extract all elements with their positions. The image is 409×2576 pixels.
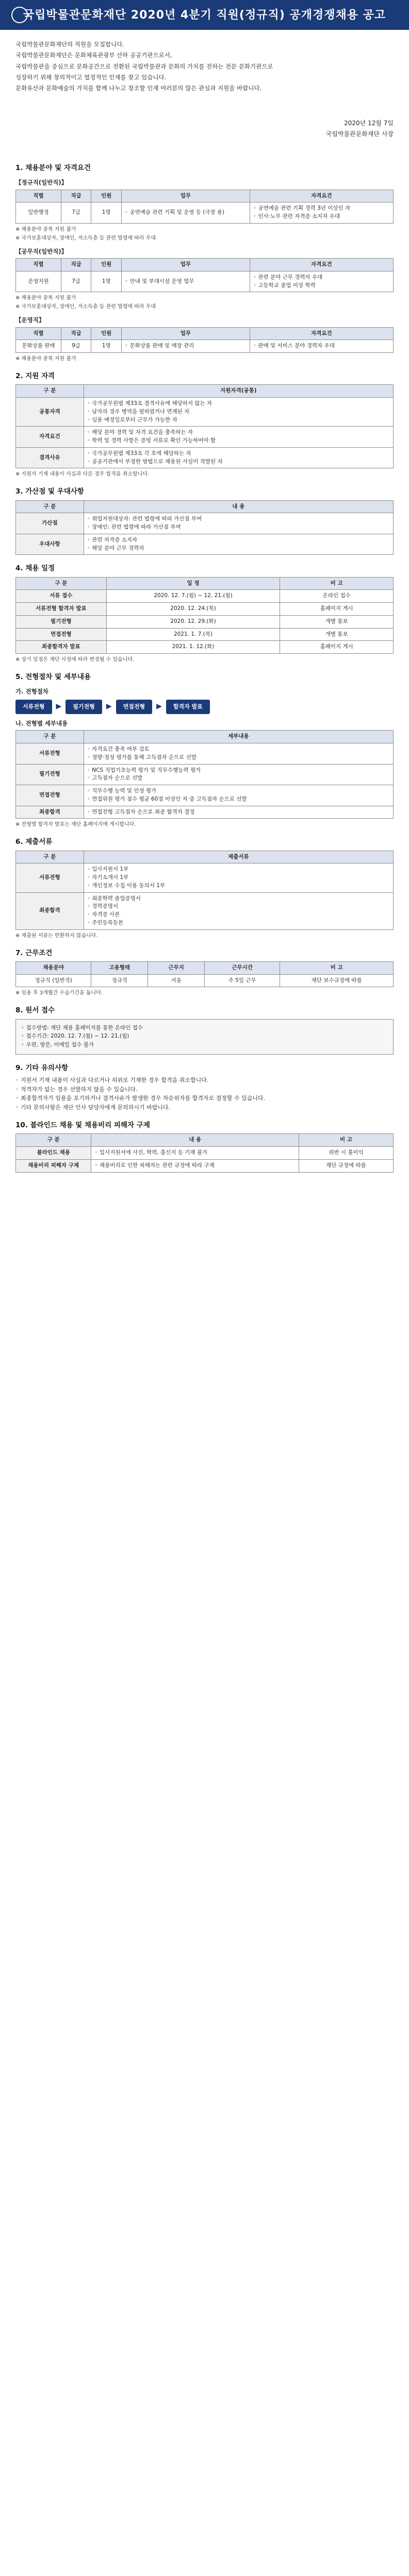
arrow-right-icon: ▶ [156, 702, 162, 711]
table-cell: ◦ 안내 및 부대시설 운영 업무 [121, 271, 250, 292]
intro-line: 국립박물관문화재단의 직원을 모집합니다. [15, 41, 124, 48]
documents-table [15, 851, 394, 930]
table-cell: 운영지원 [16, 271, 61, 292]
table-cell: ◦ 자격요건 충족 여부 검토 ◦ 정량·정성 평가를 통해 고득점자 순으로 선발 [84, 743, 393, 765]
note: ※ 임용 후 3개월간 수습기간을 둡니다. [15, 990, 103, 996]
subsection-title: 【운영직】 [15, 316, 45, 324]
page-title: 국립박물관문화재단 2020년 4분기 직원(정규직) 공개경쟁채용 공고 [23, 8, 386, 22]
table-cell: 가산점 [16, 513, 84, 534]
process-step: 필기전형 [66, 700, 102, 715]
table-row [16, 863, 394, 892]
subsection-title: 나. 전형별 세부내용 [15, 720, 68, 727]
table-header: 구 분 [16, 577, 107, 590]
table-cell: ◦ 최종학력 졸업증명서 ◦ 경력증명서 ◦ 자격증 사본 ◦ 주민등록등본 [84, 892, 393, 929]
table-cell: ◦ 취업지원대상자: 관련 법령에 따라 가산점 부여 ◦ 장애인: 관련 법령에 따라 가산점 부여 [84, 513, 393, 534]
table-header: 업무 [121, 259, 250, 272]
table-cell: 최종합격 [16, 806, 84, 819]
table-cell: ◦ 관련 분야 근무 경력자 우대 ◦ 고등학교 졸업 이상 학력 [250, 271, 393, 292]
list-item: ◦ 접수방법: 재단 채용 홈페이지를 통한 온라인 접수 [21, 1024, 143, 1031]
table-header: 자격요건 [250, 190, 393, 202]
table-row [16, 892, 394, 929]
section-title: 7. 근무조건 [15, 948, 53, 957]
table-cell: 정규직 [91, 974, 148, 987]
notice-issuer: 국립박물관문화재단 사장 [325, 130, 394, 138]
arrow-right-icon: ▶ [56, 702, 62, 711]
table-cell: 홈페이지 게시 [280, 641, 394, 654]
table-cell: 위반 시 불이익 [299, 1147, 393, 1160]
note: ※ 국가보훈대상자, 장애인, 저소득층 등 관련 법령에 따라 우대 [15, 304, 156, 310]
process-step: 합격자 발표 [166, 700, 210, 715]
table-cell: 홈페이지 게시 [280, 603, 394, 616]
intro-line: 국립박물관문화재단은 문화체육관광부 산하 공공기관으로서, [15, 52, 172, 59]
table-cell: 재단 보수규정에 따름 [280, 974, 394, 987]
section-title: 1. 채용분야 및 자격요건 [15, 164, 91, 172]
table-cell: ◦ 판매 및 서비스 분야 경력자 우대 [250, 340, 393, 353]
process-flow [15, 700, 394, 715]
table-row [16, 641, 394, 654]
section-title: 9. 기타 유의사항 [15, 1063, 69, 1072]
table-cell: 최종합격 [16, 892, 84, 929]
table-cell: 서류전형 [16, 863, 84, 892]
list-item: ◦ 지원서 기재 내용이 사실과 다르거나 허위로 기재한 경우 합격을 취소합니다. [15, 1077, 209, 1083]
table-header: 직급 [61, 259, 91, 272]
subsection-title: 【공무직(일반직)】 [15, 247, 68, 255]
list-item: ◦ 접수기간: 2020. 12. 7.(월) ~ 12. 21.(월) [21, 1033, 129, 1040]
table-header: 업무 [121, 327, 250, 340]
table-row [16, 1147, 394, 1160]
table-cell: 문화상품 판매 [16, 340, 61, 353]
table-cell: ◦ 공연예술 관련 기획 경력 3년 이상인 자 ◦ 인사·노무 관련 자격증 소지자 우대 [250, 202, 393, 224]
table-cell: 7급 [61, 202, 91, 224]
table-cell: 면접전형 [16, 785, 84, 806]
table-cell: ◦ 국가공무원법 제33조 각 호에 해당하는 자 ◦ 공공기관에서 부정한 방법으로 채용된 사실이 적발된 자 [84, 447, 393, 468]
notice-date: 2020년 12월 7일 [344, 120, 394, 127]
table-cell: 개별 통보 [280, 628, 394, 641]
table-cell: 9급 [61, 340, 91, 353]
table-cell: 최종합격자 발표 [16, 641, 107, 654]
table-cell: 서류전형 [16, 743, 84, 765]
table-row [16, 534, 394, 555]
table-row [16, 785, 394, 806]
table-header: 업무 [121, 190, 250, 202]
table-cell: 필기전형 [16, 764, 84, 785]
table-header: 고용형태 [91, 961, 148, 974]
note: ※ 채용분야 중복 지원 불가 [15, 226, 76, 232]
table-cell: 우대사항 [16, 534, 84, 555]
table-cell: ◦ 문화상품 판매 및 매장 관리 [121, 340, 250, 353]
table-header: 채용분야 [16, 961, 91, 974]
table-row [16, 398, 394, 427]
table-row [16, 340, 394, 353]
table-header: 세부내용 [84, 731, 393, 743]
table-header: 구 분 [16, 500, 84, 513]
table-cell: 주 5일 근무 [204, 974, 280, 987]
table-cell: 정규직 (일반직) [16, 974, 91, 987]
table-header: 비 고 [280, 577, 394, 590]
table-cell: 서류전형 합격자 발표 [16, 603, 107, 616]
note: ※ 채용분야 중복 지원 불가 [15, 356, 76, 362]
table-cell: 서울 [148, 974, 205, 987]
table-cell: ◦ 면접전형 고득점자 순으로 최종 합격자 결정 [84, 806, 393, 819]
table-cell: ◦ 국가공무원법 제33조 결격사유에 해당하지 않는 자 ◦ 남자의 경우 병역을 필하였거나 면제된 자 ◦ 임용 예정일로부터 근무가 가능한 자 [84, 398, 393, 427]
table-row [16, 202, 394, 224]
table-cell: 온라인 접수 [280, 590, 394, 603]
table-header: 인원 [91, 190, 122, 202]
note: ※ 지원서 기재 내용이 사실과 다른 경우 합격을 취소합니다. [15, 471, 150, 478]
recruit-table-general [15, 258, 394, 292]
intro-text [15, 40, 394, 95]
table-header: 직급 [61, 190, 91, 202]
section-title: 8. 원서 접수 [15, 1006, 55, 1015]
table-cell: 1명 [91, 271, 122, 292]
bonus-table [15, 500, 394, 555]
table-cell: 재단 규정에 따름 [299, 1159, 393, 1172]
table-cell: 2020. 12. 24.(목) [106, 603, 280, 616]
table-header: 직급 [61, 327, 91, 340]
note: ※ 제출된 서류는 반환하지 않습니다. [15, 933, 98, 939]
table-header: 구 분 [16, 385, 84, 398]
table-header: 구 분 [16, 1134, 91, 1147]
recruit-table-ops [15, 327, 394, 353]
table-cell: 면접전형 [16, 628, 107, 641]
table-cell: 7급 [61, 271, 91, 292]
table-header: 인원 [91, 259, 122, 272]
section-title: 5. 전형절차 및 세부내용 [15, 673, 91, 681]
table-header: 일 정 [106, 577, 280, 590]
table-header: 비 고 [299, 1134, 393, 1147]
table-cell: 서류 접수 [16, 590, 107, 603]
arrow-right-icon: ▶ [106, 702, 112, 711]
table-cell: 일반행정 [16, 202, 61, 224]
note: ※ 국가보훈대상자, 장애인, 저소득층 등 관련 법령에 따라 우대 [15, 235, 156, 241]
blind-recruit-table [15, 1133, 394, 1172]
remarks-list [15, 1076, 394, 1112]
table-row [16, 615, 394, 628]
schedule-table [15, 577, 394, 654]
intro-line: 문화유산과 문화예술의 가치를 함께 나누고 창조할 인재 여러분의 많은 관심과 지원을 바랍니다. [15, 84, 262, 92]
table-row [16, 427, 394, 448]
process-step: 서류전형 [15, 700, 52, 715]
application-box [15, 1019, 394, 1055]
table-cell: 2020. 12. 29.(화) [106, 615, 280, 628]
table-header: 지원자격(공통) [84, 385, 393, 398]
process-step: 면접전형 [116, 700, 153, 715]
table-row [16, 743, 394, 765]
table-header: 인원 [91, 327, 122, 340]
note: ※ 채용분야 중복 지원 불가 [15, 295, 76, 301]
table-row [16, 1159, 394, 1172]
table-cell: ◦ 직무수행 능력 및 인성 평가 ◦ 면접위원 평가 점수 평균 60점 이상인 자 중 고득점자 순으로 선발 [84, 785, 393, 806]
table-cell: 2020. 12. 7.(월) ~ 12. 21.(월) [106, 590, 280, 603]
notice-content [15, 155, 394, 1175]
table-header: 자격요건 [250, 259, 393, 272]
note: ※ 상기 일정은 재단 사정에 따라 변경될 수 있습니다. [15, 657, 135, 663]
table-cell: ◦ 입사지원서에 사진, 학력, 출신지 등 기재 불가 [91, 1147, 299, 1160]
table-cell: ◦ NCS 직업기초능력 평가 및 직무수행능력 평가 ◦ 고득점자 순으로 선발 [84, 764, 393, 785]
table-cell: 공통자격 [16, 398, 84, 427]
table-cell: 자격요건 [16, 427, 84, 448]
signature-block [15, 118, 394, 140]
table-header: 내 용 [91, 1134, 299, 1147]
foundation-logo-icon [11, 7, 28, 23]
table-header: 직렬 [16, 259, 61, 272]
qualification-table [15, 384, 394, 468]
table-header: 비 고 [280, 961, 394, 974]
section-title: 6. 제출서류 [15, 838, 53, 846]
list-item: ◦ 기타 문의사항은 재단 인사 담당자에게 문의하시기 바랍니다. [15, 1104, 171, 1111]
table-row [16, 603, 394, 616]
table-cell: 블라인드 채용 [16, 1147, 91, 1160]
table-cell: 채용비리 피해자 구제 [16, 1159, 91, 1172]
process-detail-table [15, 730, 394, 819]
table-row [16, 974, 394, 987]
table-header: 근무지 [148, 961, 205, 974]
table-row [16, 628, 394, 641]
table-header: 내 용 [84, 500, 393, 513]
table-header: 직렬 [16, 327, 61, 340]
table-cell: 2021. 1. 7.(목) [106, 628, 280, 641]
table-cell: 개별 통보 [280, 615, 394, 628]
page-header [0, 0, 409, 30]
table-header: 제출서류 [84, 851, 393, 863]
section-title: 10. 블라인드 채용 및 채용비리 피해자 구제 [15, 1121, 150, 1129]
table-row [16, 271, 394, 292]
intro-line: 성장하기 위해 창의적이고 열정적인 인재를 찾고 있습니다. [15, 73, 167, 81]
table-cell: ◦ 해당 분야 경력 및 자격 요건을 충족하는 자 ◦ 학력 및 경력 사항은 증빙 서류로 확인 가능하여야 함 [84, 427, 393, 448]
note: ※ 전형별 합격자 발표는 재단 홈페이지에 게시합니다. [15, 822, 136, 828]
table-row [16, 513, 394, 534]
table-cell: 1명 [91, 202, 122, 224]
table-cell: 결격사유 [16, 447, 84, 468]
list-item: ◦ 최종합격자가 임용을 포기하거나 결격사유가 발생한 경우 차순위자를 합격자로 결정할 수 있습니다. [15, 1095, 266, 1101]
work-conditions-table [15, 961, 394, 988]
table-row [16, 764, 394, 785]
table-cell: ◦ 관련 자격증 소지자 ◦ 해당 분야 근무 경력자 [84, 534, 393, 555]
subsection-title: 【정규직(일반직)】 [15, 179, 68, 187]
table-header: 구 분 [16, 731, 84, 743]
table-header: 직렬 [16, 190, 61, 202]
subsection-title: 가. 전형절차 [15, 688, 48, 696]
list-item: ◦ 우편, 방문, 이메일 접수 불가 [21, 1042, 94, 1048]
table-cell: 필기전형 [16, 615, 107, 628]
table-header: 구 분 [16, 851, 84, 863]
table-header: 자격요건 [250, 327, 393, 340]
table-cell: 2021. 1. 12.(화) [106, 641, 280, 654]
table-row [16, 806, 394, 819]
table-cell: ◦ 입사지원서 1부 ◦ 자기소개서 1부 ◦ 개인정보 수집 이용 동의서 1부 [84, 863, 393, 892]
section-title: 2. 지원 자격 [15, 372, 55, 380]
section-title: 4. 채용 일정 [15, 564, 55, 573]
intro-line: 국립박물관을 중심으로 문화공간으로 전환된 국립박물관과 문화의 가치를 전하는 전문 문화기관으로 [15, 62, 273, 70]
table-row [16, 590, 394, 603]
table-cell: 1명 [91, 340, 122, 353]
table-cell: ◦ 채용비리로 인한 피해자는 관련 규정에 따라 구제 [91, 1159, 299, 1172]
recruit-table-regular [15, 190, 394, 224]
list-item: ◦ 적격자가 없는 경우 선발하지 않을 수 있습니다. [15, 1086, 138, 1093]
table-row [16, 447, 394, 468]
table-header: 근무시간 [204, 961, 280, 974]
table-cell: ◦ 공연예술 관련 기획 및 운영 등 (극장 용) [121, 202, 250, 224]
section-title: 3. 가산점 및 우대사항 [15, 487, 84, 496]
